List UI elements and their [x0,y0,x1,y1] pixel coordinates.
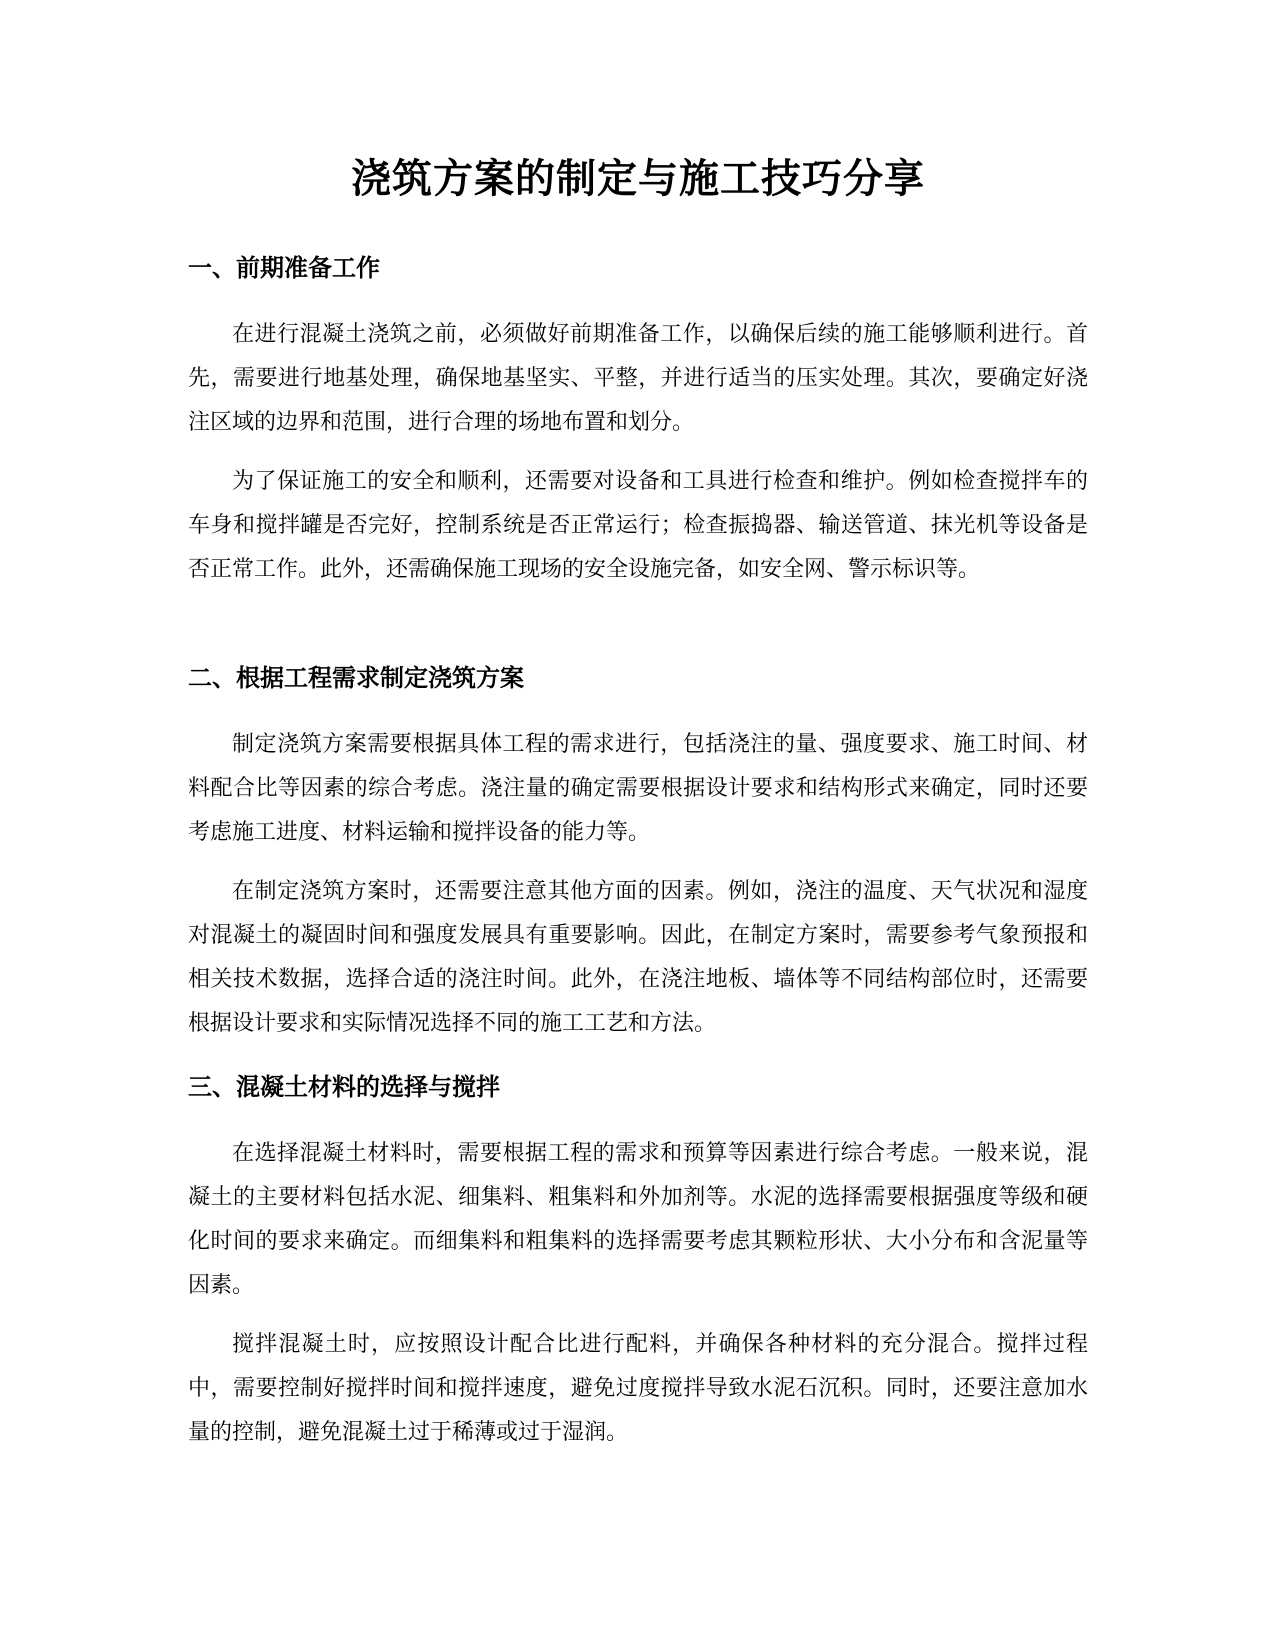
section-heading: 二、根据工程需求制定浇筑方案 [188,664,524,692]
section-preparation [188,250,1088,592]
paragraph: 为了保证施工的安全和顺利，还需要对设备和工具进行检查和维护。例如检查搅拌车的车身和搅拌罐是否完好，控制系统是否正常运行；检查振捣器、输送管道、抹光机等设备是否正常工作。此外，还需确保施工现场的安全设施完备，如安全网、警示标识等。 [188,469,1088,582]
section-heading: 三、混凝土材料的选择与搅拌 [188,1073,500,1101]
paragraph: 搅拌混凝土时，应按照设计配合比进行配料，并确保各种材料的充分混合。搅拌过程中，需要控制好搅拌时间和搅拌速度，避免过度搅拌导致水泥石沉积。同时，还要注意加水量的控制，避免混凝土过于稀薄或过于湿润。 [188,1332,1088,1445]
section-pouring-plan [188,660,1088,1046]
paragraph: 在选择混凝土材料时，需要根据工程的需求和预算等因素进行综合考虑。一般来说，混凝土的主要材料包括水泥、细集料、粗集料和外加剂等。水泥的选择需要根据强度等级和硬化时间的要求来确定。而细集料和粗集料的选择需要考虑其颗粒形状、大小分布和含泥量等因素。 [188,1141,1088,1298]
section-heading: 一、前期准备工作 [188,254,380,282]
section-materials-mixing [188,1069,1088,1455]
paragraph: 在制定浇筑方案时，还需要注意其他方面的因素。例如，浇注的温度、天气状况和湿度对混凝土的凝固时间和强度发展具有重要影响。因此，在制定方案时，需要参考气象预报和相关技术数据，选择合适的浇注时间。此外，在浇注地板、墙体等不同结构部位时，还需要根据设计要求和实际情况选择不同的施工工艺和方法。 [188,879,1088,1036]
document-title: 浇筑方案的制定与施工技巧分享 [351,156,925,202]
paragraph: 在进行混凝土浇筑之前，必须做好前期准备工作，以确保后续的施工能够顺利进行。首先，需要进行地基处理，确保地基坚实、平整，并进行适当的压实处理。其次，要确定好浇注区域的边界和范围，进行合理的场地布置和划分。 [188,322,1088,435]
document-page [188,0,1088,1650]
paragraph: 制定浇筑方案需要根据具体工程的需求进行，包括浇注的量、强度要求、施工时间、材料配合比等因素的综合考虑。浇注量的确定需要根据设计要求和结构形式来确定，同时还要考虑施工进度、材料运输和搅拌设备的能力等。 [188,732,1088,845]
